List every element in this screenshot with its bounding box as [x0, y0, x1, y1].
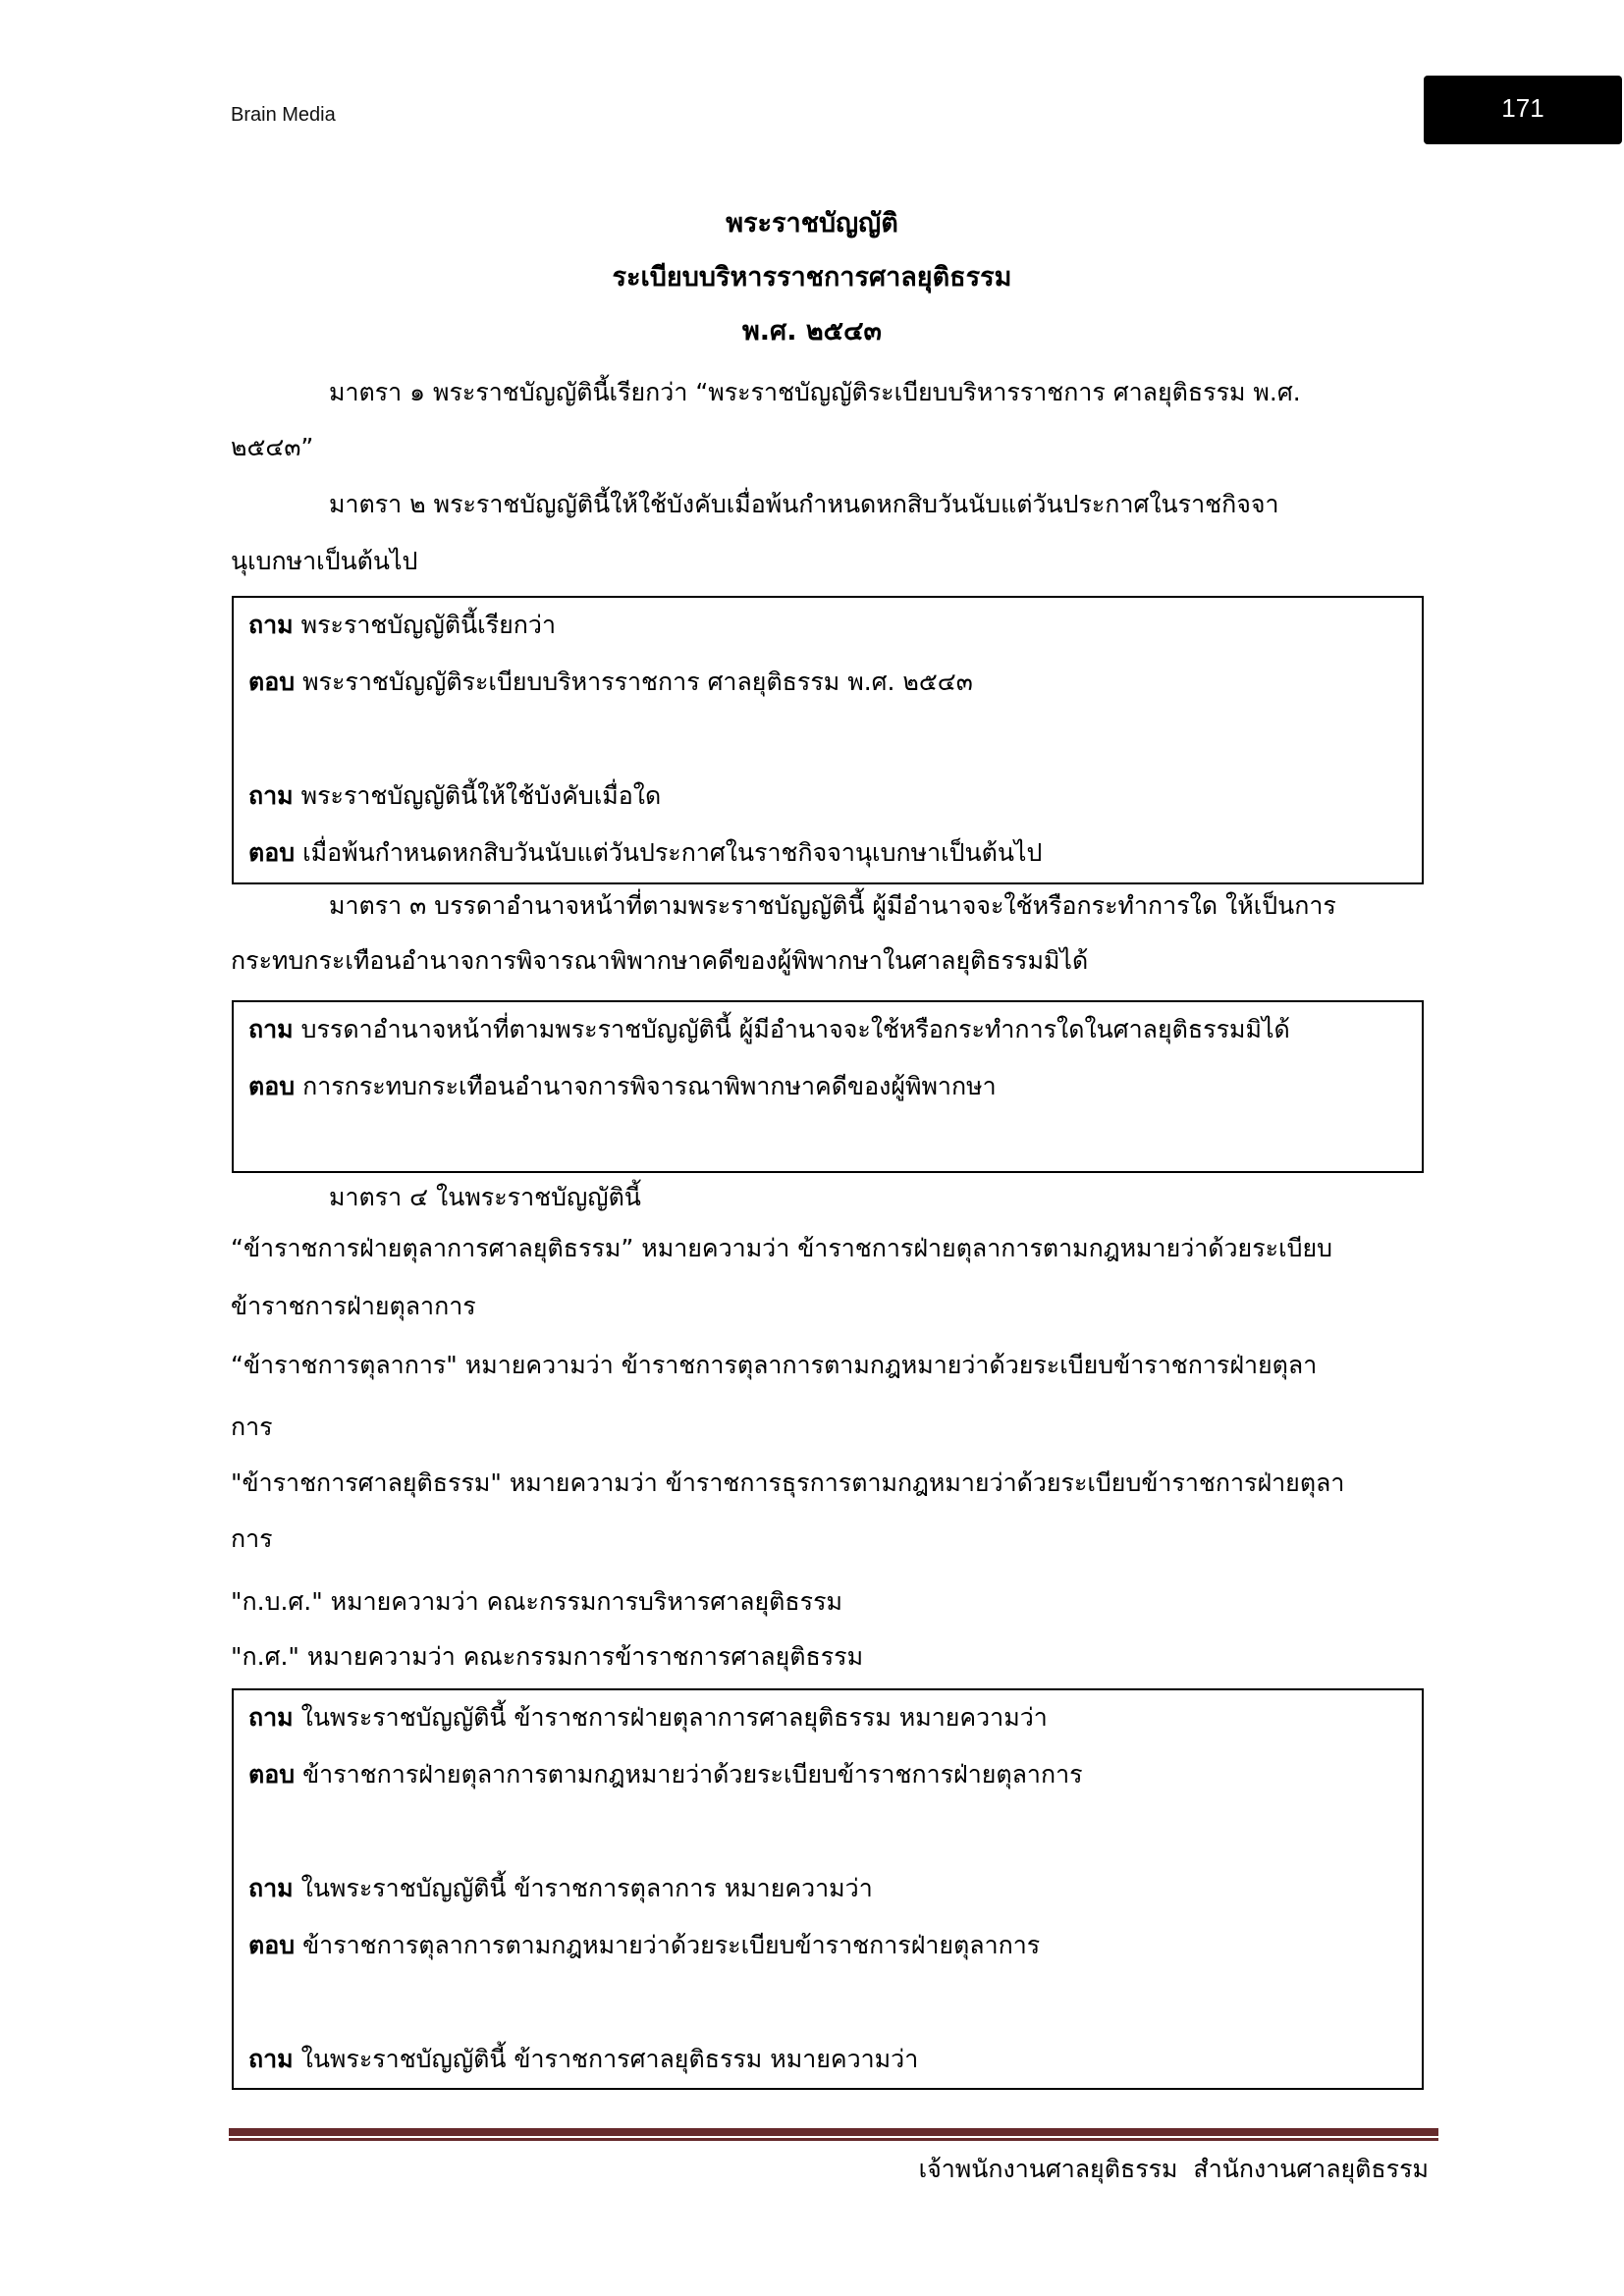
answer-label: ตอบ: [248, 838, 296, 867]
question-text: ในพระราชบัญญัตินี้ ข้าราชการฝ่ายตุลาการศาลยุติธรรม หมายความว่า: [300, 1703, 1048, 1732]
question-label: ถาม: [248, 1874, 294, 1902]
answer-text: ข้าราชการฝ่ายตุลาการตามกฎหมายว่าด้วยระเบียบข้าราชการฝ่ายตุลาการ: [302, 1760, 1083, 1789]
definition-line: การ: [231, 1413, 273, 1441]
question-label: ถาม: [248, 611, 294, 639]
definition-line: “ข้าราชการฝ่ายตุลาการศาลยุติธรรม” หมายความว่า ข้าราชการฝ่ายตุลาการตามกฎหมายว่าด้วยระเบียบ: [231, 1234, 1332, 1262]
answer-text: เมื่อพ้นกำหนดหกสิบวันนับแต่วันประกาศในราชกิจจานุเบกษาเป็นต้นไป: [302, 838, 1043, 867]
section-3-line-2: กระทบกระเทือนอำนาจการพิจารณาพิพากษาคดีของผู้พิพากษาในศาลยุติธรรมมิได้: [231, 946, 1089, 975]
publisher-name: Brain Media: [231, 104, 336, 126]
qa-box-1: [232, 596, 1424, 884]
answer-label: ตอบ: [248, 1931, 296, 1959]
qa-answer: [248, 1067, 997, 1106]
qa-question: [248, 776, 661, 816]
question-text: พระราชบัญญัตินี้ให้ใช้บังคับเมื่อใด: [300, 781, 662, 810]
qa-question: [248, 1869, 873, 1908]
question-label: ถาม: [248, 781, 294, 810]
title-line-2: ระเบียบบริหารราชการศาลยุติธรรม: [612, 262, 1012, 293]
definition-line: "ก.ศ." หมายความว่า คณะกรรมการข้าราชการศาลยุติธรรม: [231, 1642, 864, 1671]
answer-label: ตอบ: [248, 1760, 296, 1789]
question-label: ถาม: [248, 2045, 294, 2073]
question-label: ถาม: [248, 1015, 294, 1043]
question-text: พระราชบัญญัตินี้เรียกว่า: [300, 611, 557, 639]
definition-line: “ข้าราชการตุลาการ" หมายความว่า ข้าราชการตุลาการตามกฎหมายว่าด้วยระเบียบข้าราชการฝ่ายตุลา: [231, 1351, 1318, 1379]
qa-question: [248, 606, 556, 645]
question-text: บรรดาอำนาจหน้าที่ตามพระราชบัญญัตินี้ ผู้มีอำนาจจะใช้หรือกระทำการใดในศาลยุติธรรมมิได้: [300, 1015, 1290, 1043]
definition-line: ข้าราชการฝ่ายตุลาการ: [231, 1292, 476, 1320]
answer-text: พระราชบัญญัติระเบียบบริหารราชการ ศาลยุติธรรม พ.ศ. ๒๕๔๓: [302, 667, 973, 696]
page-number: 171: [1501, 93, 1544, 123]
definition-line: "ข้าราชการศาลยุติธรรม" หมายความว่า ข้าราชการธุรการตามกฎหมายว่าด้วยระเบียบข้าราชการฝ่ายตุลา: [231, 1468, 1345, 1497]
answer-text: การกระทบกระเทือนอำนาจการพิจารณาพิพากษาคดีของผู้พิพากษา: [302, 1072, 997, 1100]
qa-question: [248, 2040, 918, 2079]
footer-rule-thin: [229, 2138, 1438, 2141]
footer-rule-thick: [229, 2128, 1438, 2136]
page-number-badge: [1424, 76, 1622, 144]
qa-question: [248, 1698, 1048, 1737]
answer-label: ตอบ: [248, 1072, 296, 1100]
answer-label: ตอบ: [248, 667, 296, 696]
qa-answer: [248, 1926, 1040, 1965]
qa-question: [248, 1010, 1290, 1049]
title-line-1: พระราชบัญญัติ: [726, 208, 898, 239]
section-3-line-1: มาตรา ๓ บรรดาอำนาจหน้าที่ตามพระราชบัญญัตินี้ ผู้มีอำนาจจะใช้หรือกระทำการใด ให้เป็นการ: [329, 891, 1336, 920]
title-line-3: พ.ศ. ๒๕๔๓: [742, 316, 882, 347]
footer-text: เจ้าพนักงานศาลยุติธรรม สำนักงานศาลยุติธรรม: [918, 2155, 1429, 2183]
section-1-line-1: มาตรา ๑ พระราชบัญญัตินี้เรียกว่า “พระราชบัญญัติระเบียบบริหารราชการ ศาลยุติธรรม พ.ศ.: [329, 378, 1301, 406]
answer-text: ข้าราชการตุลาการตามกฎหมายว่าด้วยระเบียบข้าราชการฝ่ายตุลาการ: [302, 1931, 1041, 1959]
section-2-line-1: มาตรา ๒ พระราชบัญญัตินี้ให้ใช้บังคับเมื่อพ้นกำหนดหกสิบวันนับแต่วันประกาศในราชกิจจา: [329, 490, 1279, 518]
question-text: ในพระราชบัญญัตินี้ ข้าราชการศาลยุติธรรม หมายความว่า: [300, 2045, 919, 2073]
section-4-heading: มาตรา ๔ ในพระราชบัญญัตินี้: [329, 1183, 641, 1211]
qa-answer: [248, 1755, 1083, 1794]
question-text: ในพระราชบัญญัตินี้ ข้าราชการตุลาการ หมายความว่า: [300, 1874, 873, 1902]
qa-box-2: [232, 1000, 1424, 1173]
question-label: ถาม: [248, 1703, 294, 1732]
qa-box-3: [232, 1688, 1424, 2090]
definition-line: "ก.บ.ศ." หมายความว่า คณะกรรมการบริหารศาลยุติธรรม: [231, 1587, 842, 1616]
qa-answer: [248, 663, 973, 702]
section-2-line-2: นุเบกษาเป็นต้นไป: [231, 547, 418, 575]
definition-line: การ: [231, 1524, 273, 1553]
section-1-line-2: ๒๕๔๓”: [231, 433, 314, 461]
qa-answer: [248, 833, 1042, 873]
